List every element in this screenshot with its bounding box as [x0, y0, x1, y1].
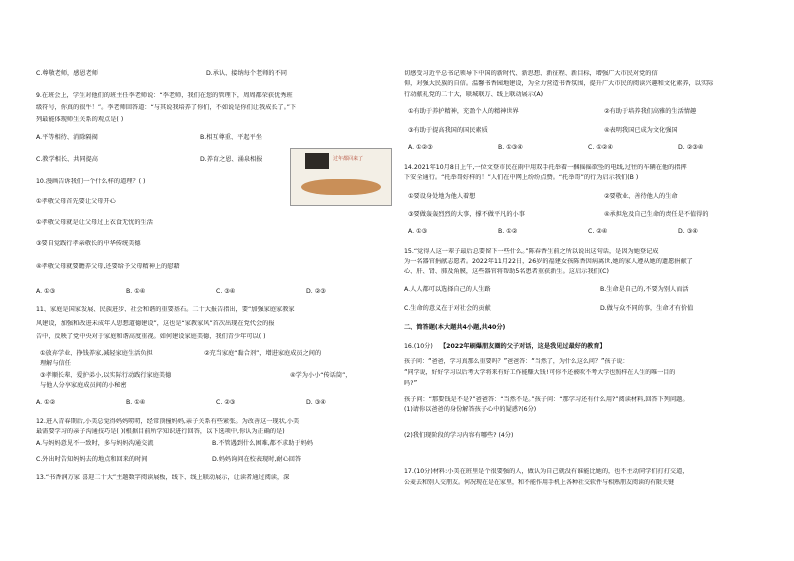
- q10-item: ①孝敬父母就是让父母过上衣食无忧的生活: [36, 219, 153, 226]
- q8-option-d: D.承认、接纳每个老师的不同: [206, 70, 287, 77]
- q11-item: ④学为小小“传话筒”，: [290, 372, 352, 379]
- q15-option-c: C.生命的意义在于对社会的贡献: [404, 305, 491, 312]
- section-2-heading: 二、简答题(本大题共4小题,共40分): [404, 324, 506, 331]
- q10-option-d: D. ②③: [306, 288, 326, 295]
- q14-item: ②要敬业、善待他人的生命: [604, 193, 678, 200]
- q11-option-c: C. ②③: [216, 399, 236, 406]
- q11-line: 告中，反映了党中央对于家庭和谐高度重视。如何建设家庭美德，我们青少年可以( ): [36, 333, 266, 340]
- q16-title: 【2022年刷爆朋友圈的父子对话，这是我见过最好的教育】: [440, 343, 606, 350]
- q15-line: 15.“觉得人这一辈子最后总要留下一些什么。”陈春香生前之所以说出这句话，是因为她登记成: [404, 248, 659, 255]
- q13-item: ④表明我国已成为文化强国: [604, 127, 678, 134]
- q13-item: ①有助于养护精神，充盈个人的精神世界: [408, 108, 519, 115]
- q12-line: 最需要学习的亲子沟通技巧是( )(根据目前所学知识进行回答，以下选项中,你认为正确的是): [36, 428, 285, 435]
- q15-line: 心、肝、肾、肺及角膜，这些器官将帮助5名患者重获新生。这启示我们(C): [404, 268, 609, 275]
- q13-option-a: A. ①②③: [408, 144, 433, 151]
- q10-stem: 10.漫画告诉我们一个什么样的道理？( ): [36, 178, 146, 185]
- q10-item: ①孝敬父母首先要让父母开心: [36, 198, 116, 205]
- q13-line: 切感受习近平总书记领导下中国的新时代、新思想、新征程、新目标，增强广大市民对党的信: [404, 70, 658, 77]
- q14-item: ①要设身处地为他人着想: [408, 193, 476, 200]
- q11-option-b: B. ①④: [126, 399, 146, 406]
- left-column: [36, 0, 408, 561]
- q12-option-d: D.妈妈询问在校表现时,耐心回答: [212, 456, 302, 463]
- q16-dialog-line: 孩子问：“爸爸，学习真那么重要吗？”爸爸答：“当然了，为什么这么问？”孩子说：: [404, 358, 629, 365]
- q14-item: ④承担危及自己生命的责任是不值得的: [604, 211, 709, 218]
- q13-item: ③有助于提高我国的国民素质: [408, 127, 488, 134]
- q14-item: ③要做轰轰烈烈的大事，撑不做平凡的小事: [408, 211, 525, 218]
- q17-line: 公麦去和别人交朋友。何况现在是在家里，和不能作用手机上各种社交软件与相熟朋友阅读的有限关键: [404, 479, 675, 486]
- q14-option-d: D. ③④: [678, 228, 698, 235]
- q11-item: ②充当家庭“黏合剂”，增进家庭成员之间的: [204, 350, 322, 357]
- q14-option-c: C. ②④: [588, 228, 608, 235]
- q13-option-d: D. ②③④: [678, 144, 704, 151]
- cartoon-tv-shape: [305, 153, 329, 169]
- q11-option-a: A. ①②: [36, 399, 56, 406]
- q9-option-d: D.养育之恩、涌泉相报: [200, 156, 263, 163]
- q12-option-a: A.与妈妈意见不一致时，多与妈妈沟通交流: [36, 440, 154, 447]
- q12-option-c: C.外出时告知妈妈去的地点和回来的时间: [36, 456, 148, 463]
- q14-line: 14.2021年10月8日上午,一位文登市民在雨中用双手托举着一捆摇摇欲坠的电线,过往的车辆在他的指挥: [404, 164, 687, 171]
- q12-option-b: B.不管遇到什么困难,都不求助于妈妈: [212, 440, 313, 447]
- right-column: [404, 0, 776, 561]
- q13-option-b: B. ①③④: [498, 144, 523, 151]
- q14-option-b: B. ①②: [498, 228, 518, 235]
- q11-item: ③孝顺长辈、爱护弟小,以实际行动践行家庭美德: [40, 372, 172, 379]
- q14-option-a: A. ①③: [408, 228, 428, 235]
- cartoon-table-shape: [301, 179, 381, 195]
- q10-item: ③要自觉践行孝亲敬长的中华传统美德: [36, 240, 141, 247]
- q10-option-c: C. ③④: [216, 288, 236, 295]
- q16-head: 16.(10分): [404, 343, 433, 350]
- q16-sub-question-1: (1)请你以爸爸的身份解答孩子心中的疑惑?(6分): [404, 406, 537, 413]
- q11-line: 11、家庭是国家发展、民族进步、社会和谐的重要基石。二十大报告指出，要“加强家庭家教家: [36, 306, 295, 313]
- q9-line: 级符号，你真的很牛！”。李老师回答道：“与其说我培养了你们，不如说是你们让我成长了。”下: [36, 104, 297, 111]
- q13-item: ②有助于培养我们高雅的生活情趣: [604, 108, 697, 115]
- q10-option-b: B. ①④: [126, 288, 146, 295]
- q10-item: ④孝敬父母就要瞻养父母,还要给予父母精神上的慰藉: [36, 263, 180, 270]
- q15-line: 为一名器官捐献志愿者。2022年11月22日，26岁的福建女孩陈香因病离世,她的家人遵从她的遗愿捐献了: [404, 258, 693, 265]
- q9-option-c: C.教学相长、共同提高: [36, 156, 98, 163]
- q9-option-b: B.相互尊重、平起平坐: [200, 134, 262, 141]
- q9-line: 9.在班会上，学生对他们的班主任李老师说：“李老师，我们在您的管理下，周周都荣获优秀班: [36, 92, 293, 99]
- q16-dialog-line: “同学说，好好学习以后考大学将来有好工作能赚大钱!可你不还被吹不考大学也照样在人生的唯一目的: [404, 369, 676, 376]
- q14-line: 下安全通行。“托举哥好样的！”人们在中网上纷纷点赞。“托举哥”的行为启示我们(B ): [404, 174, 639, 181]
- q17-line: 17.(10分)材料:小美在班里是个很要强的人，做认为自己就没有谁能比她的，也不主动同学们打打交道，: [404, 468, 689, 475]
- q16-dialog-line: 孩子问：“那要钱是不是?”爸爸答：“当然不是。”孩子问：“那学习还有什么用?”阅读材料,回答下列问题。: [404, 396, 689, 403]
- q13-line: 仰，对强大民族的自信。温馨书香园地建设，为全力营造书香氛围，提升广大市民的阅读兴趣和文化素养，以实际: [404, 80, 714, 87]
- q9-option-a: A.平等相待、消除隔阂: [36, 134, 98, 141]
- q13-line: 行动献礼党的二十大，联城联万、线上联动展示(A): [404, 91, 543, 98]
- q16-sub-question-2: (2)我们现阶段的学习内容有哪些? (4分): [404, 432, 514, 439]
- q15-option-b: B.生命是自己的,不要为别人而活: [600, 286, 689, 293]
- cartoon-caption: 过年都回来了: [333, 156, 364, 162]
- q11-item: ①放弃学业、挣钱养家,减轻家庭生活负担: [40, 350, 153, 357]
- q11-item: 理解与信任: [40, 360, 71, 367]
- q15-option-a: A.人人都可以选择自己的人生路: [404, 286, 491, 293]
- q10-option-a: A. ①③: [36, 288, 56, 295]
- q13-option-c: C. ①②④: [588, 144, 613, 151]
- q12-line: 12.进入青春期后,小美总觉得妈妈唠叨，经常顶撞妈妈,亲子关系有些紧张。为改善这一现状,小美: [36, 418, 300, 425]
- q15-option-d: D.做与众不同的事，生命才有价值: [600, 305, 694, 312]
- q11-option-d: D. ③④: [306, 399, 326, 406]
- q11-line: 风建设，加强和改进未成年人思想道德建设”，这也是“家教家风”首次出现在党代会的报: [36, 320, 275, 327]
- q8-option-c: C.尊敬老师，感恩老师: [36, 70, 98, 77]
- q11-item: 与他人分享家庭成员间的小秘密: [40, 382, 127, 389]
- q16-dialog-line: 吗?”: [404, 380, 418, 387]
- q9-line: 列最能体现师生关系的观点是( ): [36, 116, 124, 123]
- q13-line: 13.“书香润万家 喜迎二十大”主题数字阅读展板，线下、线上联动展示，让读者通过阅读，深: [36, 474, 290, 481]
